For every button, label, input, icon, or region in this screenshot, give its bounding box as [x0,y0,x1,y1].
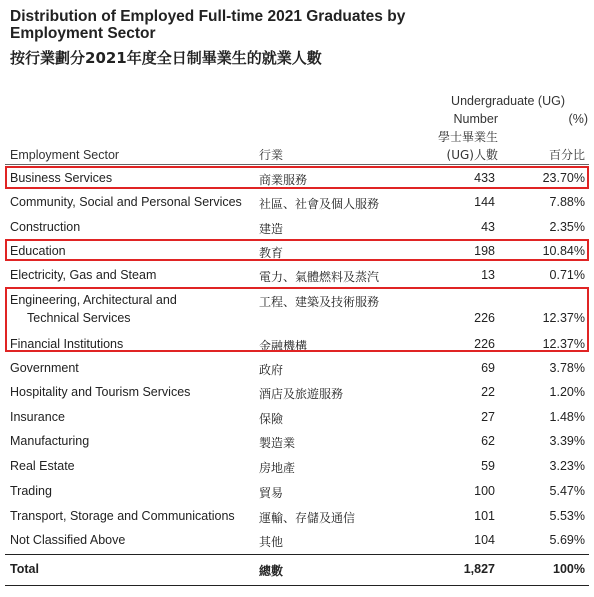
sector-percent: 5.69% [549,533,585,547]
sector-percent: 5.47% [549,484,585,498]
sector-number: 27 [481,410,495,424]
sector-name: Business Services [10,171,113,185]
header-percent-zh: 百分比 [548,148,585,162]
sector-percent: 10.84% [542,244,585,258]
sector-number: 226 [474,337,495,351]
table-row [5,504,587,528]
sector-name: Construction [10,220,81,234]
sector-percent: 3.78% [549,361,585,375]
sector-name: Electricity, Gas and Steam [10,268,157,282]
total-percent: 100% [553,562,585,576]
sector-name-zh: 建造 [259,222,284,236]
sector-percent: 1.48% [549,410,585,424]
sector-name: Financial Institutions [10,337,124,351]
sector-name: Hospitality and Tourism Services [10,385,191,399]
sector-name: Community, Social and Personal Services [10,195,242,209]
total-row [5,557,587,581]
table-row [5,528,587,552]
sector-name-zh: 貿易 [259,486,284,500]
sector-name-zh: 其他 [259,535,284,549]
sector-percent: 3.23% [549,459,585,473]
sector-name: Not Classified Above [10,533,126,547]
sector-name-zh: 電力、氣體燃料及蒸汽 [259,270,380,284]
sector-number: 43 [481,220,495,234]
table-row [5,405,587,429]
sector-number: 69 [481,361,495,375]
header-number-zh-line1: 學士畢業生 [437,130,498,144]
total-number: 1,827 [463,562,495,576]
sector-percent: 5.53% [549,509,585,523]
sector-percent: 7.88% [549,195,585,209]
sector-number: 226 [474,311,495,325]
sector-name: Transport, Storage and Communications [10,509,235,523]
sector-number: 62 [481,434,495,448]
header-sector: Employment Sector [10,148,120,162]
table-row [5,190,587,214]
sector-name-zh: 商業服務 [259,173,308,187]
sector-percent: 23.70% [542,171,585,185]
table-row [5,454,587,478]
total-divider-bottom [5,585,589,586]
sector-number: 100 [474,484,495,498]
page-title: Distribution of Employed Full-time 2021 Graduates by Employment Sector [10,8,406,42]
table-row [5,479,587,503]
table-row [5,215,587,239]
sector-name-zh: 教育 [259,246,284,260]
sector-name: Real Estate [10,459,75,473]
sector-name-zh: 製造業 [259,436,296,450]
highlight-business-services [5,166,589,189]
highlight-engineering-financial [5,287,589,352]
header-group-undergraduate: Undergraduate (UG) [451,94,565,108]
total-divider-top [5,554,589,555]
sector-name-zh: 政府 [259,363,284,377]
table-row [5,380,587,404]
header-sector-zh: 行業 [259,148,284,162]
table-row [5,429,587,453]
sector-number: 13 [481,268,495,282]
sector-number: 22 [481,385,495,399]
sector-name-zh: 酒店及旅遊服務 [259,387,344,401]
header-divider [5,164,589,165]
sector-name: Education [10,244,66,258]
sector-name-continued: Technical Services [27,311,131,325]
highlight-education [5,239,589,261]
table-row [5,263,587,287]
sector-percent: 12.37% [542,337,585,351]
sector-name-zh: 房地產 [259,461,296,475]
sector-percent: 2.35% [549,220,585,234]
sector-name-zh: 保險 [259,412,284,426]
sector-percent: 12.37% [542,311,585,325]
sector-name-zh: 工程、建築及技術服務 [259,295,380,309]
sector-percent: 1.20% [549,385,585,399]
sector-name: Engineering, Architectural and [10,293,177,307]
sector-name-zh: 運輸、存儲及通信 [259,511,356,525]
sector-percent: 0.71% [549,268,585,282]
sector-percent: 3.39% [549,434,585,448]
sector-number: 198 [474,244,495,258]
sector-name-zh: 金融機構 [259,339,308,353]
header-percent: (%) [568,112,588,126]
sector-number: 101 [474,509,495,523]
sector-name: Trading [10,484,52,498]
sector-name: Government [10,361,79,375]
header-number: Number [453,112,498,126]
sector-number: 144 [474,195,495,209]
sector-name: Manufacturing [10,434,90,448]
sector-name-zh: 社區、社會及個人服務 [259,197,380,211]
total-label: Total [10,562,39,576]
page-title-chinese: 按行業劃分2021年度全日制畢業生的就業人數 [10,49,322,67]
sector-name: Insurance [10,410,65,424]
total-label-zh: 總數 [259,564,284,578]
sector-number: 433 [474,171,495,185]
table-row [5,356,587,380]
sector-number: 104 [474,533,495,547]
sector-number: 59 [481,459,495,473]
header-number-zh-line2: (UG)人數 [446,148,498,162]
